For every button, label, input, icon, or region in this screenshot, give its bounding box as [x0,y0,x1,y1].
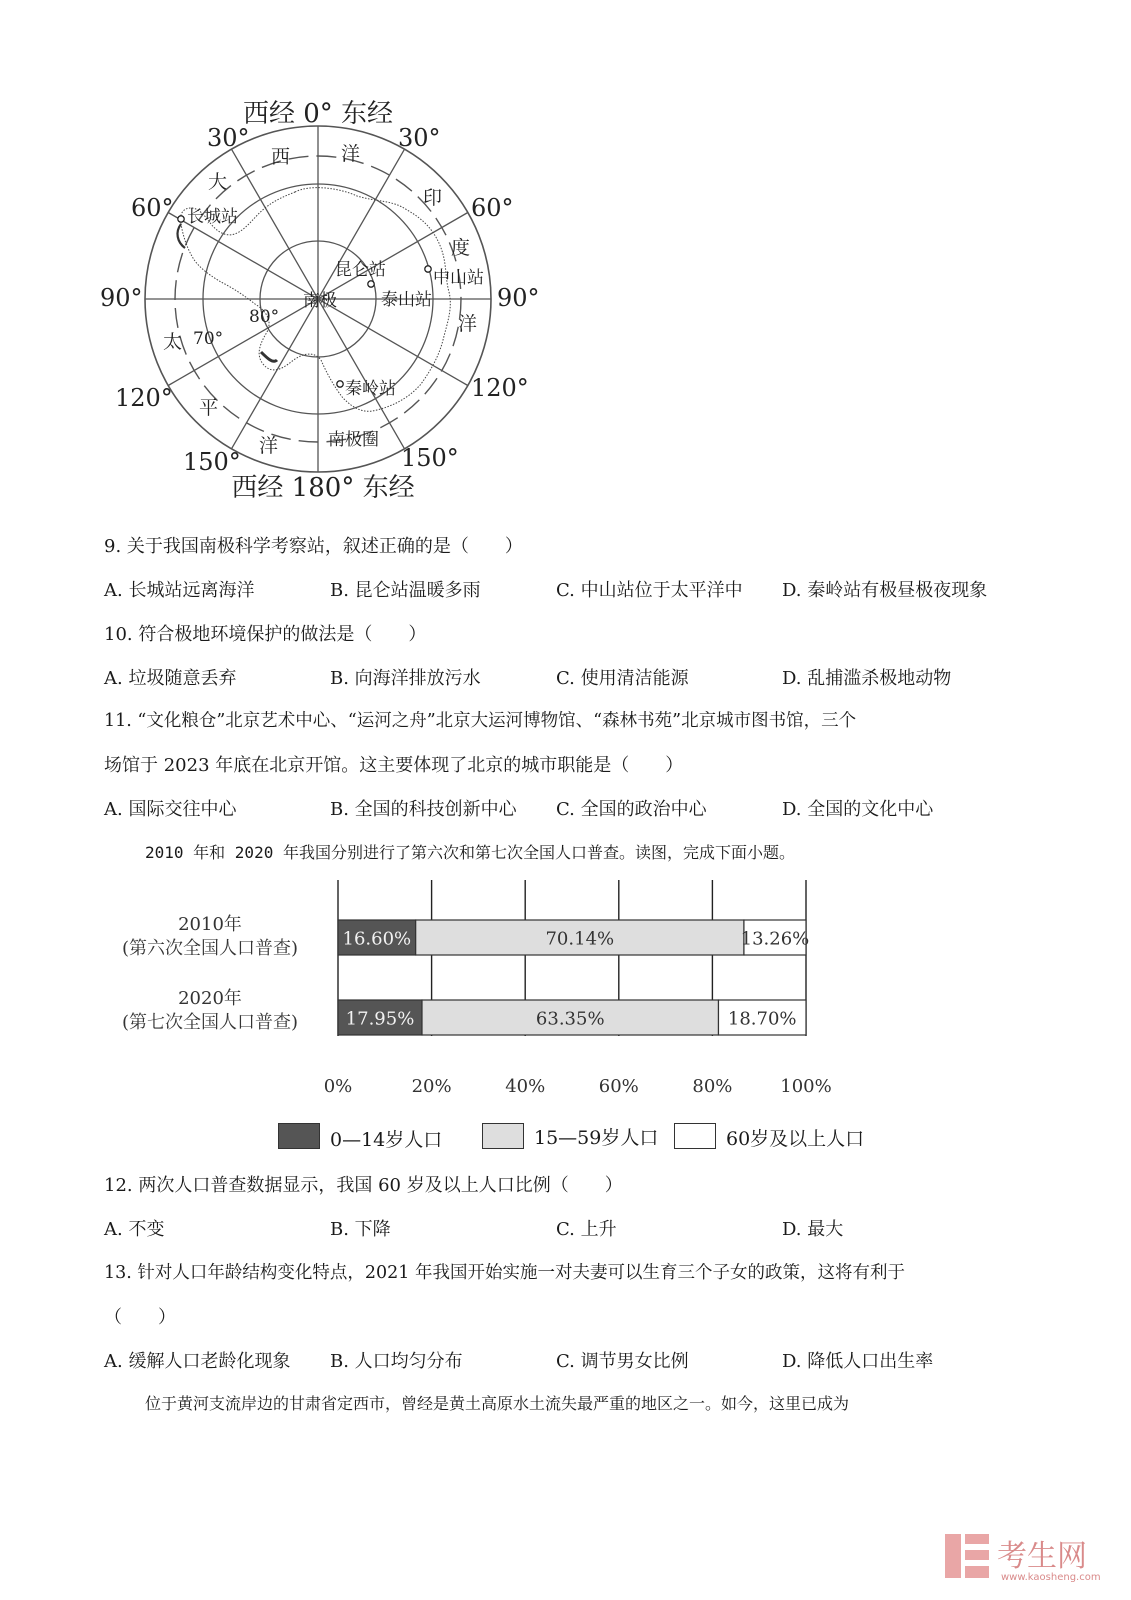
category-label-2010-sub: (第六次全国人口普查) [121,938,299,959]
lon-label-w120: 120° [115,384,173,412]
question-13-stem-line1: 13. 针对人口年龄结构变化特点，2021 年我国开始实施一对夫妻可以生育三个子女的政策，这将有利于 [104,1263,905,1283]
x-tick-label-4: 80% [692,1076,733,1097]
question-10-option-d: D. 乱捕滥杀极地动物 [782,668,952,689]
zhongshan-station-dot [425,266,431,272]
map-top-label: 西经 0° 东经 [242,99,394,129]
ocean-char-yang-pacific: 洋 [259,435,279,457]
category-label-2020-year: 2020年 [178,988,242,1009]
bar-value-label-1-0: 17.95% [345,1008,415,1030]
census-bar-chart [100,872,860,1104]
legend-swatch-0-14 [278,1123,320,1149]
question-13-option-b: B. 人口均匀分布 [330,1351,463,1372]
question-9-option-b: B. 昆仑站温暖多雨 [330,580,481,601]
kaosheng-watermark [939,1528,1109,1588]
lon-label-e150: 150° [401,444,459,472]
ocean-char-yin: 印 [423,187,443,209]
watermark-brand: 考生网 [997,1539,1087,1574]
x-tick-label-5: 100% [780,1076,832,1097]
lon-label-e120: 120° [471,374,529,402]
question-12-option-c: C. 上升 [556,1219,617,1240]
bar-value-label-1-1: 63.35% [535,1008,605,1030]
ice-shelf-mark [261,352,277,361]
question-10-option-a: A. 垃圾随意丢弃 [104,668,237,689]
ocean-char-du: 度 [451,237,471,259]
x-tick-label-1: 20% [411,1076,452,1097]
question-11-stem-line2: 场馆于 2023 年底在北京开馆。这主要体现了北京的城市职能是（ ） [104,755,684,776]
category-label-2020-sub: (第七次全国人口普查) [121,1012,299,1033]
zhongshan-station-label: 中山站 [433,268,484,288]
x-tick-label-2: 40% [505,1076,546,1097]
question-13-option-c: C. 调节男女比例 [556,1351,689,1372]
antarctica-map [95,92,555,504]
ocean-char-yang-atlantic: 洋 [341,143,361,165]
category-label-2010-year: 2010年 [178,914,242,935]
question-12-option-a: A. 不变 [104,1219,165,1240]
question-9-option-d: D. 秦岭站有极昼极夜现象 [782,580,988,601]
ocean-char-yang-indian: 洋 [458,313,478,335]
qinling-station-dot [337,381,343,387]
question-13-option-a: A. 缓解人口老龄化现象 [104,1351,291,1372]
legend-label-0-14: 0—14岁人口 [330,1129,443,1151]
lon-label-e30: 30° [398,124,441,152]
question-12-stem: 12. 两次人口普查数据显示，我国 60 岁及以上人口比例（ ） [104,1175,623,1196]
lon-label-e90: 90° [497,284,540,312]
question-11-option-a: A. 国际交往中心 [104,799,237,820]
lon-label-w30: 30° [207,124,250,152]
legend-swatch-15-59 [482,1123,524,1149]
lat-label-80: 80° [249,307,280,327]
ocean-char-xi: 西 [271,146,291,168]
south-pole-label: 南极 [303,291,337,311]
question-12-option-b: B. 下降 [330,1219,391,1240]
antarctic-circle-label: 南极圈 [328,430,379,450]
question-11-option-c: C. 全国的政治中心 [556,799,707,820]
question-9-stem: 9. 关于我国南极科学考察站，叙述正确的是（ ） [104,536,523,557]
question-10-stem: 10. 符合极地环境保护的做法是（ ） [104,624,427,645]
question-13-option-d: D. 降低人口出生率 [782,1351,934,1372]
question-11-option-b: B. 全国的科技创新中心 [330,799,517,820]
legend-swatch-60-plus [674,1123,716,1149]
bar-value-label-0-0: 16.60% [342,928,412,950]
watermark-url: www.kaosheng.com [1001,1572,1101,1583]
map-bottom-label: 西经 180° 东经 [231,473,415,503]
question-11-option-d: D. 全国的文化中心 [782,799,934,820]
question-10-option-c: C. 使用清洁能源 [556,668,689,689]
question-9-option-a: A. 长城站远离海洋 [104,580,255,601]
great-wall-station-dot [178,216,184,222]
great-wall-station-label: 长城站 [187,207,238,227]
lat-label-70: 70° [193,329,224,349]
lon-label-e60: 60° [471,194,514,222]
census-intro: 2010 年和 2020 年我国分别进行了第六次和第七次全国人口普查。读图，完成下面小题。 [145,843,795,862]
bar-value-label-1-2: 18.70% [727,1008,797,1030]
question-9-option-c: C. 中山站位于太平洋中 [556,580,743,601]
kunlun-station-label: 昆仑站 [335,260,386,280]
taishan-station-dot [368,281,374,287]
ocean-char-tai: 太 [163,331,183,353]
kaosheng-logo-icon [945,1534,989,1578]
legend-label-60-plus: 60岁及以上人口 [726,1128,865,1150]
lon-label-w60: 60° [131,194,174,222]
lon-label-w150: 150° [183,448,241,476]
question-13-stem-line2: （ ） [104,1307,176,1328]
question-11-stem-line1: 11. “文化粮仓”北京艺术中心、“运河之舟”北京大运河博物馆、“森林书苑”北京城市图书馆，三个 [104,711,857,731]
x-tick-label-0: 0% [323,1076,353,1097]
ocean-char-ping: 平 [199,397,219,419]
ocean-char-da: 大 [208,171,228,193]
bar-value-label-0-1: 70.14% [545,928,615,950]
question-10-option-b: B. 向海洋排放污水 [330,668,481,689]
qinling-station-label: 秦岭站 [345,379,396,399]
bar-value-label-0-2: 13.26% [740,928,810,950]
taishan-station-label: 泰山站 [381,290,432,310]
legend-label-15-59: 15—59岁人口 [534,1127,659,1149]
question-12-option-d: D. 最大 [782,1219,844,1240]
x-tick-label-3: 60% [598,1076,639,1097]
dingxi-intro: 位于黄河支流岸边的甘肃省定西市，曾经是黄土高原水土流失最严重的地区之一。如今，这里已成为 [145,1394,850,1413]
lon-label-w90: 90° [100,284,143,312]
